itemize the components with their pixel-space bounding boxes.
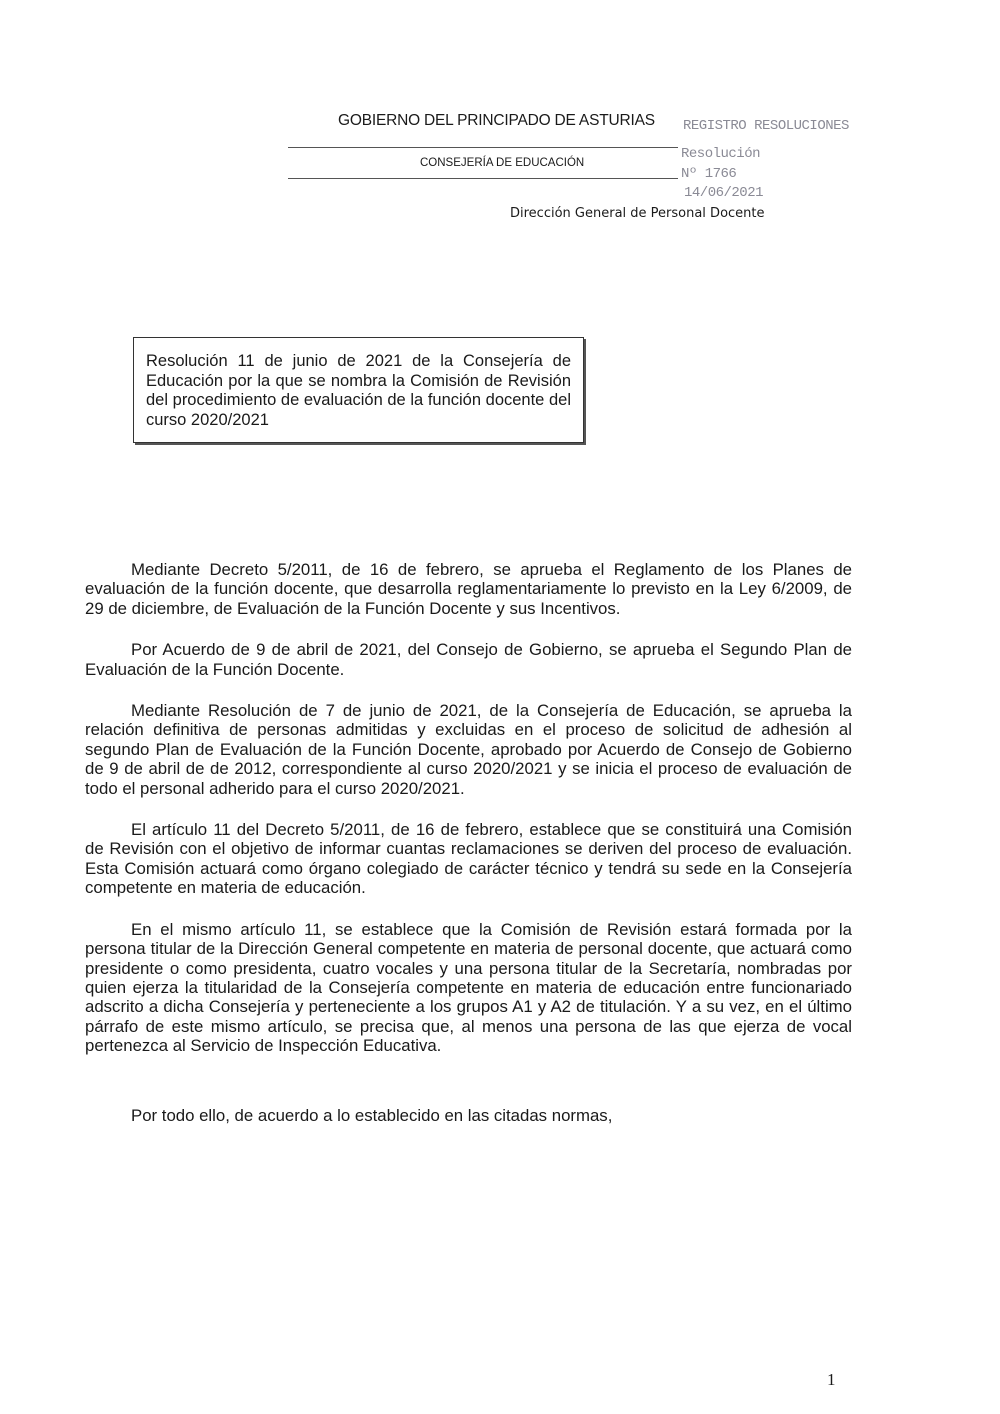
paragraph-2: Por Acuerdo de 9 de abril de 2021, del Consejo de Gobierno, se aprueba el Segundo Plan de Evaluación de la Función Docente. [85, 640, 852, 679]
registry-stamp-title: REGISTRO RESOLUCIONES [683, 118, 849, 134]
document-body [85, 560, 852, 1147]
page-number: 1 [827, 1370, 836, 1389]
directorate-name: Dirección General de Personal Docente [510, 206, 765, 221]
government-name: GOBIERNO DEL PRINCIPADO DE ASTURIAS [338, 112, 655, 129]
paragraph-6: Por todo ello, de acuerdo a lo establecido en las citadas normas, [131, 1105, 613, 1125]
paragraph-4: El artículo 11 del Decreto 5/2011, de 16 de febrero, establece que se constituirá una Comisión de Revisión con el objetivo de informar cuantas reclamaciones se deriven del proceso de evaluación. Esta Comisión actuará como órgano colegiado de carácter técnico y tendrá su sede en la Consejería competente en materia de educación. [85, 820, 852, 898]
registry-stamp-number: Nº 1766 [681, 166, 737, 182]
paragraph-5: En el mismo artículo 11, se establece que la Comisión de Revisión estará formada por la persona titular de la Dirección General competente en materia de personal docente, que actuará como presidente o como presidenta, cuatro vocales y una persona titular de la Secretaría, nombradas por quien ejerza la titularidad de la Consejería competente en materia de educación entre funcionariado adscrito a dicha Consejería y perteneciente a los grupos A1 y A2 de titulación. Y a su vez, en el último párrafo de este mismo artículo, se precisa que, al menos una persona de las que ejerza de vocal pertenezca al Servicio de Inspección Educativa. [85, 919, 852, 1056]
paragraph-1: Mediante Decreto 5/2011, de 16 de febrero, se aprueba el Reglamento de los Planes de evaluación de la función docente, que desarrolla reglamentariamente lo previsto en la Ley 6/2009, de 29 de diciembre, de Evaluación de la Función Docente y sus Incentivos. [85, 560, 852, 618]
registry-stamp-date: 14/06/2021 [684, 185, 764, 201]
header-rule-bottom [288, 178, 678, 179]
paragraph-3: Mediante Resolución de 7 de junio de 2021, de la Consejería de Educación, se aprueba la relación definitiva de personas admitidas y excluidas en el proceso de solicitud de adhesión al segundo Plan de Evaluación de la Función Docente, aprobado por Acuerdo de Consejo de Gobierno de 9 de abril de de 2012, correspondiente al curso 2020/2021 y se inicia el proceso de evaluación de todo el personal adherido para el curso 2020/2021. [85, 701, 852, 798]
header-rule-top [288, 147, 678, 148]
resolution-title-box: Resolución 11 de junio de 2021 de la Consejería de Educación por la que se nombra la Comisión de Revisión del procedimiento de evaluación de la función docente del curso 2020/2021 [133, 337, 584, 443]
department-name: CONSEJERÍA DE EDUCACIÓN [420, 157, 585, 169]
registry-stamp-type: Resolución [681, 146, 761, 162]
